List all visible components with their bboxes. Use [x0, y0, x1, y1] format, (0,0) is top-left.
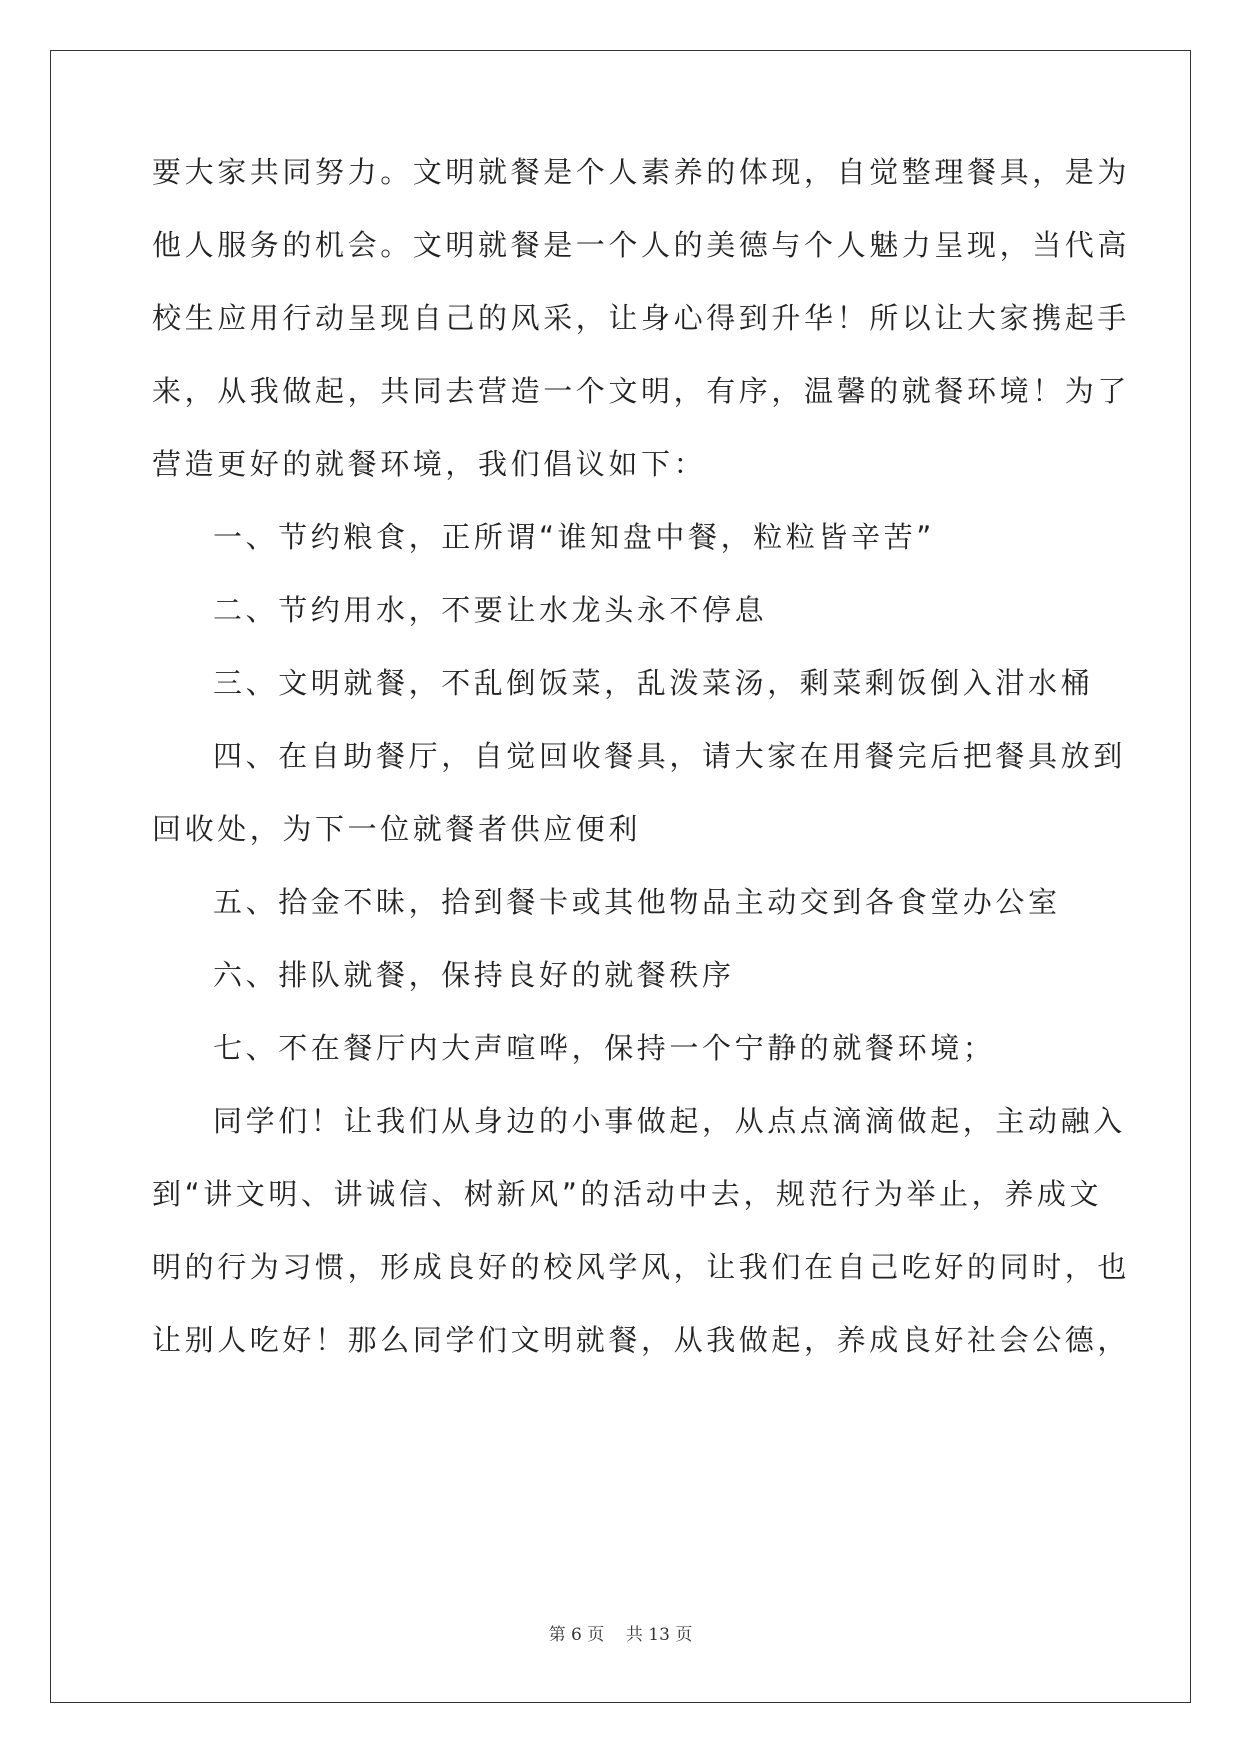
list-item: 二、节约用水，不要让水龙头永不停息 [213, 593, 768, 627]
paragraph-line: 让别人吃好！那么同学们文明就餐，从我做起，养成良好社会公德， [152, 1323, 1131, 1357]
list-item: 六、排队就餐，保持良好的就餐秩序 [213, 958, 735, 992]
paragraph-line: 到“讲文明、讲诚信、树新风”的活动中去，规范行为举止，养成文 [152, 1177, 1103, 1211]
paragraph-line: 他人服务的机会。文明就餐是一个人的美德与个人魅力呈现，当代高 [152, 228, 1131, 262]
list-item: 一、节约粮食，正所谓“谁知盘中餐，粒粒皆辛苦” [213, 520, 935, 554]
paragraph-line: 校生应用行动呈现自己的风采，让身心得到升华！所以让大家携起手 [152, 301, 1131, 335]
paragraph-line: 营造更好的就餐环境，我们倡议如下： [152, 447, 707, 481]
list-item: 四、在自助餐厅，自觉回收餐具，请大家在用餐完后把餐具放到 [213, 739, 1126, 773]
list-item-continuation: 回收处，为下一位就餐者供应便利 [152, 812, 642, 846]
list-item: 七、不在餐厅内大声喧哗，保持一个宁静的就餐环境； [213, 1031, 996, 1065]
list-item: 五、拾金不昧，拾到餐卡或其他物品主动交到各食堂办公室 [213, 885, 1061, 919]
list-item: 三、文明就餐，不乱倒饭菜，乱泼菜汤，剩菜剩饭倒入泔水桶 [213, 666, 1094, 700]
paragraph-line: 明的行为习惯，形成良好的校风学风，让我们在自己吃好的同时，也 [152, 1250, 1131, 1284]
paragraph-line: 同学们！让我们从身边的小事做起，从点点滴滴做起，主动融入 [213, 1104, 1126, 1138]
page-number-footer: 第 6 页 共 13 页 [548, 1625, 693, 1645]
paragraph-line: 来，从我做起，共同去营造一个文明，有序，温馨的就餐环境！为了 [152, 374, 1131, 408]
paragraph-line: 要大家共同努力。文明就餐是个人素养的体现，自觉整理餐具，是为 [152, 155, 1131, 189]
